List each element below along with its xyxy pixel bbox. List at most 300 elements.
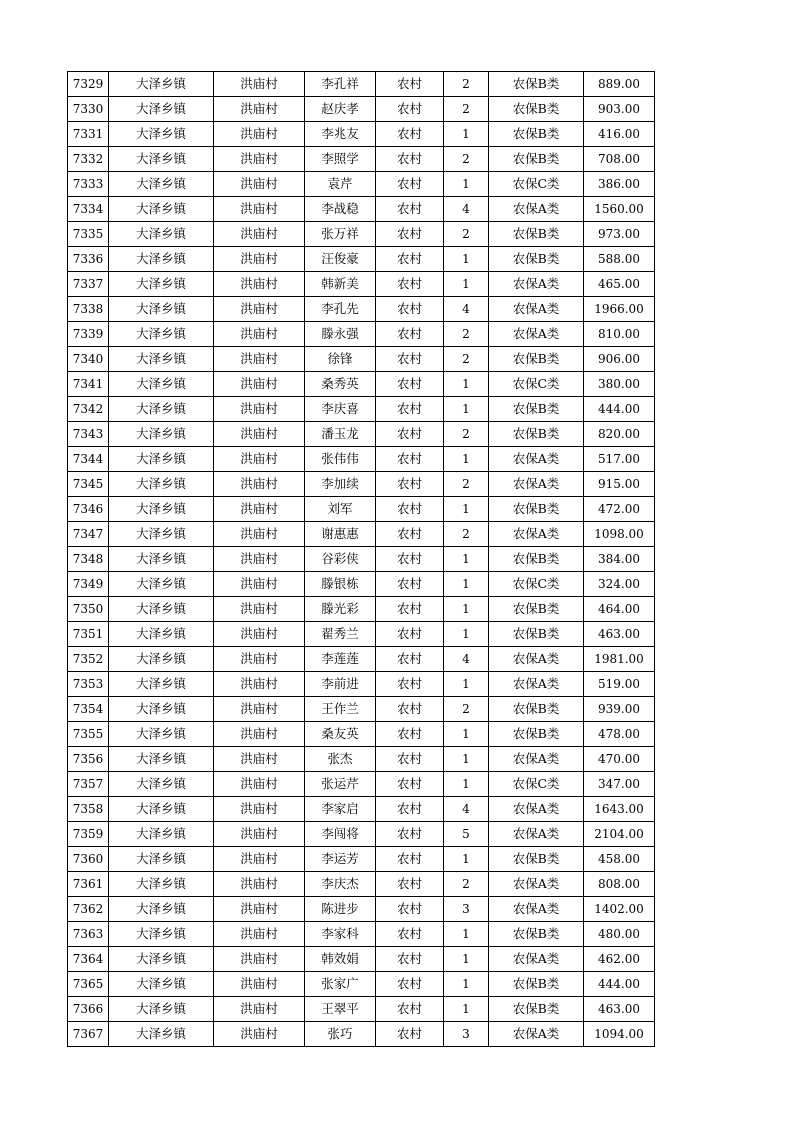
seq-cell: 7342 [68, 397, 109, 422]
member-count-cell: 1 [444, 372, 489, 397]
household-type-cell: 农村 [376, 572, 444, 597]
table-row [68, 647, 655, 672]
seq-cell: 7329 [68, 72, 109, 97]
name-cell: 王作兰 [305, 697, 376, 722]
town-cell: 大泽乡镇 [109, 947, 214, 972]
member-count-cell: 1 [444, 847, 489, 872]
category-cell: 农保B类 [489, 72, 584, 97]
name-cell: 谢惠惠 [305, 522, 376, 547]
table-row [68, 672, 655, 697]
amount-cell: 519.00 [584, 672, 655, 697]
town-cell: 大泽乡镇 [109, 447, 214, 472]
member-count-cell: 5 [444, 822, 489, 847]
amount-cell: 480.00 [584, 922, 655, 947]
name-cell: 李兆友 [305, 122, 376, 147]
town-cell: 大泽乡镇 [109, 722, 214, 747]
name-cell: 李家科 [305, 922, 376, 947]
amount-cell: 384.00 [584, 547, 655, 572]
town-cell: 大泽乡镇 [109, 997, 214, 1022]
amount-cell: 464.00 [584, 597, 655, 622]
village-cell: 洪庙村 [214, 272, 305, 297]
town-cell: 大泽乡镇 [109, 597, 214, 622]
seq-cell: 7351 [68, 622, 109, 647]
household-type-cell: 农村 [376, 172, 444, 197]
category-cell: 农保C类 [489, 372, 584, 397]
town-cell: 大泽乡镇 [109, 272, 214, 297]
category-cell: 农保B类 [489, 922, 584, 947]
village-cell: 洪庙村 [214, 747, 305, 772]
town-cell: 大泽乡镇 [109, 472, 214, 497]
village-cell: 洪庙村 [214, 847, 305, 872]
seq-cell: 7336 [68, 247, 109, 272]
table-row [68, 97, 655, 122]
category-cell: 农保B类 [489, 972, 584, 997]
member-count-cell: 1 [444, 972, 489, 997]
table-row [68, 547, 655, 572]
category-cell: 农保B类 [489, 347, 584, 372]
member-count-cell: 2 [444, 72, 489, 97]
table-row [68, 147, 655, 172]
table-row [68, 172, 655, 197]
household-type-cell: 农村 [376, 547, 444, 572]
category-cell: 农保A类 [489, 272, 584, 297]
category-cell: 农保A类 [489, 522, 584, 547]
village-cell: 洪庙村 [214, 772, 305, 797]
member-count-cell: 1 [444, 747, 489, 772]
table-row [68, 372, 655, 397]
table-row [68, 847, 655, 872]
household-type-cell: 农村 [376, 497, 444, 522]
name-cell: 翟秀兰 [305, 622, 376, 647]
name-cell: 张家广 [305, 972, 376, 997]
amount-cell: 889.00 [584, 72, 655, 97]
seq-cell: 7344 [68, 447, 109, 472]
seq-cell: 7349 [68, 572, 109, 597]
household-type-cell: 农村 [376, 1022, 444, 1047]
town-cell: 大泽乡镇 [109, 372, 214, 397]
household-type-cell: 农村 [376, 522, 444, 547]
name-cell: 韩新美 [305, 272, 376, 297]
town-cell: 大泽乡镇 [109, 347, 214, 372]
category-cell: 农保A类 [489, 472, 584, 497]
town-cell: 大泽乡镇 [109, 872, 214, 897]
household-type-cell: 农村 [376, 247, 444, 272]
amount-cell: 517.00 [584, 447, 655, 472]
amount-cell: 1098.00 [584, 522, 655, 547]
category-cell: 农保B类 [489, 997, 584, 1022]
village-cell: 洪庙村 [214, 197, 305, 222]
member-count-cell: 1 [444, 722, 489, 747]
village-cell: 洪庙村 [214, 597, 305, 622]
seq-cell: 7332 [68, 147, 109, 172]
category-cell: 农保A类 [489, 447, 584, 472]
amount-cell: 458.00 [584, 847, 655, 872]
seq-cell: 7345 [68, 472, 109, 497]
household-type-cell: 农村 [376, 922, 444, 947]
village-cell: 洪庙村 [214, 697, 305, 722]
member-count-cell: 2 [444, 147, 489, 172]
household-type-cell: 农村 [376, 997, 444, 1022]
seq-cell: 7335 [68, 222, 109, 247]
household-type-cell: 农村 [376, 697, 444, 722]
village-cell: 洪庙村 [214, 172, 305, 197]
town-cell: 大泽乡镇 [109, 122, 214, 147]
seq-cell: 7341 [68, 372, 109, 397]
seq-cell: 7362 [68, 897, 109, 922]
table-row [68, 522, 655, 547]
town-cell: 大泽乡镇 [109, 647, 214, 672]
table-row [68, 447, 655, 472]
name-cell: 李闯将 [305, 822, 376, 847]
seq-cell: 7348 [68, 547, 109, 572]
amount-cell: 386.00 [584, 172, 655, 197]
household-type-cell: 农村 [376, 447, 444, 472]
name-cell: 李庆喜 [305, 397, 376, 422]
table-row [68, 272, 655, 297]
village-cell: 洪庙村 [214, 1022, 305, 1047]
household-type-cell: 农村 [376, 347, 444, 372]
category-cell: 农保B类 [489, 222, 584, 247]
town-cell: 大泽乡镇 [109, 97, 214, 122]
town-cell: 大泽乡镇 [109, 497, 214, 522]
roster-body [68, 72, 655, 1047]
household-type-cell: 农村 [376, 72, 444, 97]
member-count-cell: 1 [444, 572, 489, 597]
household-type-cell: 农村 [376, 822, 444, 847]
seq-cell: 7359 [68, 822, 109, 847]
household-type-cell: 农村 [376, 97, 444, 122]
category-cell: 农保B类 [489, 97, 584, 122]
household-type-cell: 农村 [376, 972, 444, 997]
name-cell: 潘玉龙 [305, 422, 376, 447]
member-count-cell: 2 [444, 322, 489, 347]
town-cell: 大泽乡镇 [109, 697, 214, 722]
category-cell: 农保B类 [489, 847, 584, 872]
category-cell: 农保C类 [489, 772, 584, 797]
category-cell: 农保B类 [489, 122, 584, 147]
member-count-cell: 2 [444, 522, 489, 547]
category-cell: 农保A类 [489, 897, 584, 922]
village-cell: 洪庙村 [214, 247, 305, 272]
village-cell: 洪庙村 [214, 622, 305, 647]
member-count-cell: 4 [444, 297, 489, 322]
member-count-cell: 3 [444, 897, 489, 922]
seq-cell: 7357 [68, 772, 109, 797]
seq-cell: 7361 [68, 872, 109, 897]
category-cell: 农保B类 [489, 247, 584, 272]
table-row [68, 597, 655, 622]
name-cell: 陈进步 [305, 897, 376, 922]
amount-cell: 347.00 [584, 772, 655, 797]
name-cell: 滕银栋 [305, 572, 376, 597]
name-cell: 李莲莲 [305, 647, 376, 672]
household-type-cell: 农村 [376, 747, 444, 772]
amount-cell: 973.00 [584, 222, 655, 247]
town-cell: 大泽乡镇 [109, 847, 214, 872]
village-cell: 洪庙村 [214, 297, 305, 322]
village-cell: 洪庙村 [214, 972, 305, 997]
town-cell: 大泽乡镇 [109, 772, 214, 797]
town-cell: 大泽乡镇 [109, 922, 214, 947]
member-count-cell: 1 [444, 497, 489, 522]
town-cell: 大泽乡镇 [109, 547, 214, 572]
village-cell: 洪庙村 [214, 822, 305, 847]
name-cell: 谷彩侠 [305, 547, 376, 572]
household-type-cell: 农村 [376, 672, 444, 697]
category-cell: 农保A类 [489, 947, 584, 972]
village-cell: 洪庙村 [214, 372, 305, 397]
household-type-cell: 农村 [376, 422, 444, 447]
name-cell: 王翠平 [305, 997, 376, 1022]
table-row [68, 347, 655, 372]
table-row [68, 422, 655, 447]
seq-cell: 7330 [68, 97, 109, 122]
household-type-cell: 农村 [376, 947, 444, 972]
amount-cell: 462.00 [584, 947, 655, 972]
table-row [68, 222, 655, 247]
village-cell: 洪庙村 [214, 447, 305, 472]
amount-cell: 470.00 [584, 747, 655, 772]
village-cell: 洪庙村 [214, 672, 305, 697]
amount-cell: 810.00 [584, 322, 655, 347]
category-cell: 农保B类 [489, 397, 584, 422]
table-row [68, 722, 655, 747]
village-cell: 洪庙村 [214, 97, 305, 122]
table-row [68, 972, 655, 997]
household-type-cell: 农村 [376, 897, 444, 922]
amount-cell: 2104.00 [584, 822, 655, 847]
amount-cell: 1981.00 [584, 647, 655, 672]
household-type-cell: 农村 [376, 222, 444, 247]
name-cell: 赵庆孝 [305, 97, 376, 122]
category-cell: 农保A类 [489, 1022, 584, 1047]
household-type-cell: 农村 [376, 272, 444, 297]
member-count-cell: 2 [444, 472, 489, 497]
name-cell: 汪俊豪 [305, 247, 376, 272]
amount-cell: 1402.00 [584, 897, 655, 922]
table-row [68, 322, 655, 347]
table-row [68, 1022, 655, 1047]
seq-cell: 7340 [68, 347, 109, 372]
name-cell: 刘军 [305, 497, 376, 522]
household-type-cell: 农村 [376, 722, 444, 747]
town-cell: 大泽乡镇 [109, 197, 214, 222]
amount-cell: 588.00 [584, 247, 655, 272]
household-type-cell: 农村 [376, 772, 444, 797]
table-row [68, 772, 655, 797]
amount-cell: 463.00 [584, 997, 655, 1022]
household-type-cell: 农村 [376, 597, 444, 622]
household-type-cell: 农村 [376, 197, 444, 222]
member-count-cell: 2 [444, 872, 489, 897]
seq-cell: 7334 [68, 197, 109, 222]
amount-cell: 478.00 [584, 722, 655, 747]
member-count-cell: 1 [444, 947, 489, 972]
village-cell: 洪庙村 [214, 922, 305, 947]
member-count-cell: 1 [444, 547, 489, 572]
member-count-cell: 1 [444, 172, 489, 197]
category-cell: 农保A类 [489, 797, 584, 822]
town-cell: 大泽乡镇 [109, 172, 214, 197]
member-count-cell: 4 [444, 197, 489, 222]
table-row [68, 797, 655, 822]
name-cell: 张巧 [305, 1022, 376, 1047]
town-cell: 大泽乡镇 [109, 422, 214, 447]
amount-cell: 1560.00 [584, 197, 655, 222]
town-cell: 大泽乡镇 [109, 397, 214, 422]
category-cell: 农保A类 [489, 747, 584, 772]
category-cell: 农保B类 [489, 422, 584, 447]
town-cell: 大泽乡镇 [109, 1022, 214, 1047]
name-cell: 李运芳 [305, 847, 376, 872]
member-count-cell: 1 [444, 122, 489, 147]
amount-cell: 380.00 [584, 372, 655, 397]
amount-cell: 939.00 [584, 697, 655, 722]
household-type-cell: 农村 [376, 797, 444, 822]
table-row [68, 572, 655, 597]
seq-cell: 7354 [68, 697, 109, 722]
amount-cell: 463.00 [584, 622, 655, 647]
town-cell: 大泽乡镇 [109, 522, 214, 547]
town-cell: 大泽乡镇 [109, 972, 214, 997]
name-cell: 张伟伟 [305, 447, 376, 472]
village-cell: 洪庙村 [214, 72, 305, 97]
member-count-cell: 2 [444, 222, 489, 247]
household-type-cell: 农村 [376, 847, 444, 872]
table-row [68, 872, 655, 897]
seq-cell: 7350 [68, 597, 109, 622]
category-cell: 农保A类 [489, 672, 584, 697]
seq-cell: 7358 [68, 797, 109, 822]
household-type-cell: 农村 [376, 622, 444, 647]
village-cell: 洪庙村 [214, 347, 305, 372]
village-cell: 洪庙村 [214, 472, 305, 497]
seq-cell: 7347 [68, 522, 109, 547]
town-cell: 大泽乡镇 [109, 797, 214, 822]
village-cell: 洪庙村 [214, 872, 305, 897]
seq-cell: 7338 [68, 297, 109, 322]
name-cell: 桑秀英 [305, 372, 376, 397]
village-cell: 洪庙村 [214, 947, 305, 972]
category-cell: 农保A类 [489, 822, 584, 847]
household-type-cell: 农村 [376, 397, 444, 422]
member-count-cell: 1 [444, 597, 489, 622]
table-row [68, 622, 655, 647]
table-row [68, 197, 655, 222]
member-count-cell: 3 [444, 1022, 489, 1047]
village-cell: 洪庙村 [214, 497, 305, 522]
household-type-cell: 农村 [376, 372, 444, 397]
member-count-cell: 1 [444, 272, 489, 297]
name-cell: 滕光彩 [305, 597, 376, 622]
seq-cell: 7360 [68, 847, 109, 872]
member-count-cell: 1 [444, 397, 489, 422]
seq-cell: 7366 [68, 997, 109, 1022]
member-count-cell: 1 [444, 622, 489, 647]
seq-cell: 7333 [68, 172, 109, 197]
category-cell: 农保B类 [489, 597, 584, 622]
name-cell: 滕永强 [305, 322, 376, 347]
town-cell: 大泽乡镇 [109, 297, 214, 322]
member-count-cell: 1 [444, 772, 489, 797]
category-cell: 农保A类 [489, 297, 584, 322]
town-cell: 大泽乡镇 [109, 322, 214, 347]
table-row [68, 72, 655, 97]
amount-cell: 820.00 [584, 422, 655, 447]
seq-cell: 7353 [68, 672, 109, 697]
amount-cell: 906.00 [584, 347, 655, 372]
category-cell: 农保A类 [489, 647, 584, 672]
seq-cell: 7363 [68, 922, 109, 947]
table-row [68, 697, 655, 722]
category-cell: 农保A类 [489, 322, 584, 347]
category-cell: 农保C类 [489, 572, 584, 597]
village-cell: 洪庙村 [214, 322, 305, 347]
table-row [68, 922, 655, 947]
name-cell: 张万祥 [305, 222, 376, 247]
name-cell: 李孔先 [305, 297, 376, 322]
village-cell: 洪庙村 [214, 722, 305, 747]
amount-cell: 444.00 [584, 972, 655, 997]
amount-cell: 472.00 [584, 497, 655, 522]
member-count-cell: 1 [444, 672, 489, 697]
roster-table [67, 71, 655, 1047]
village-cell: 洪庙村 [214, 147, 305, 172]
member-count-cell: 2 [444, 422, 489, 447]
table-row [68, 897, 655, 922]
household-type-cell: 农村 [376, 147, 444, 172]
town-cell: 大泽乡镇 [109, 72, 214, 97]
amount-cell: 1094.00 [584, 1022, 655, 1047]
name-cell: 李前进 [305, 672, 376, 697]
amount-cell: 416.00 [584, 122, 655, 147]
amount-cell: 915.00 [584, 472, 655, 497]
category-cell: 农保A类 [489, 872, 584, 897]
member-count-cell: 2 [444, 697, 489, 722]
category-cell: 农保B类 [489, 722, 584, 747]
member-count-cell: 1 [444, 247, 489, 272]
seq-cell: 7367 [68, 1022, 109, 1047]
category-cell: 农保B类 [489, 547, 584, 572]
amount-cell: 1966.00 [584, 297, 655, 322]
amount-cell: 465.00 [584, 272, 655, 297]
category-cell: 农保B类 [489, 497, 584, 522]
category-cell: 农保A类 [489, 197, 584, 222]
table-row [68, 997, 655, 1022]
village-cell: 洪庙村 [214, 122, 305, 147]
name-cell: 李加续 [305, 472, 376, 497]
town-cell: 大泽乡镇 [109, 222, 214, 247]
household-type-cell: 农村 [376, 297, 444, 322]
amount-cell: 1643.00 [584, 797, 655, 822]
seq-cell: 7365 [68, 972, 109, 997]
category-cell: 农保B类 [489, 697, 584, 722]
name-cell: 韩效娟 [305, 947, 376, 972]
seq-cell: 7339 [68, 322, 109, 347]
household-type-cell: 农村 [376, 872, 444, 897]
name-cell: 李战稳 [305, 197, 376, 222]
seq-cell: 7331 [68, 122, 109, 147]
village-cell: 洪庙村 [214, 397, 305, 422]
village-cell: 洪庙村 [214, 572, 305, 597]
table-row [68, 947, 655, 972]
table-row [68, 472, 655, 497]
seq-cell: 7355 [68, 722, 109, 747]
amount-cell: 444.00 [584, 397, 655, 422]
member-count-cell: 1 [444, 447, 489, 472]
member-count-cell: 2 [444, 347, 489, 372]
village-cell: 洪庙村 [214, 897, 305, 922]
